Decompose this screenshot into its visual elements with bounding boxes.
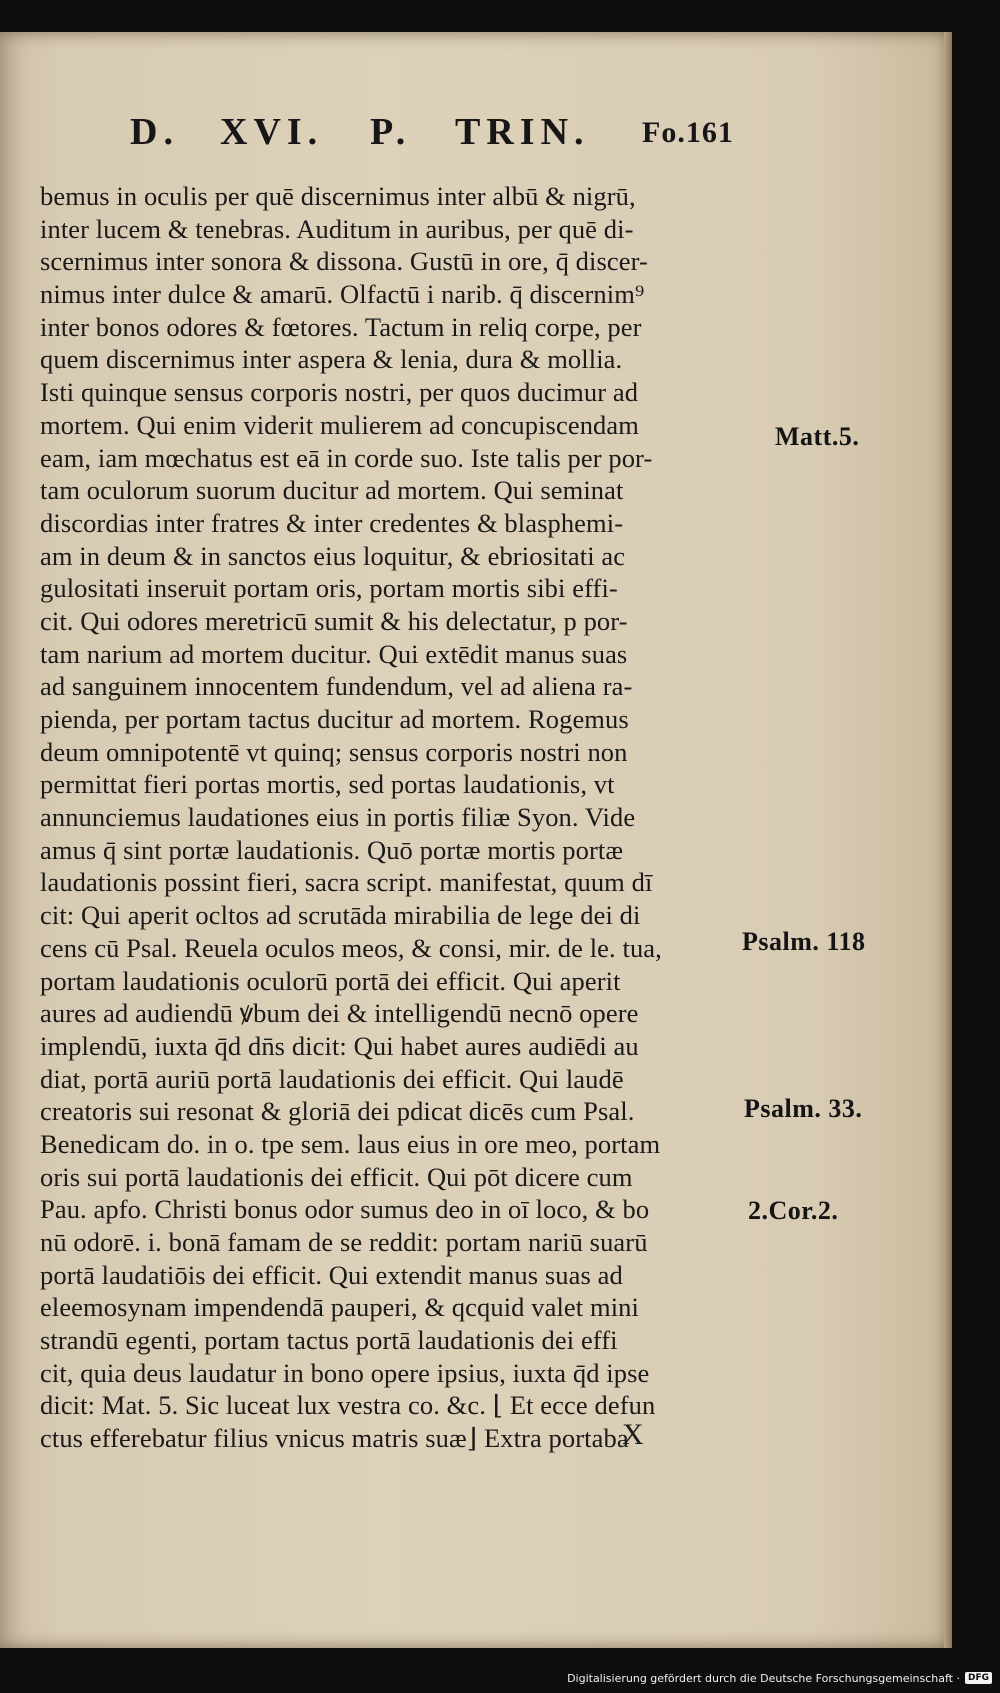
text-line: laudationis possint fieri, sacra script. manifestat, quum dī bbox=[40, 867, 653, 898]
text-line: inter lucem & tenebras. Auditum in auribus, per quē di- bbox=[40, 213, 634, 244]
body-text bbox=[40, 180, 740, 1455]
text-line: deum omnipotentē vt quinq; sensus corporis nostri non bbox=[40, 736, 628, 767]
dfg-logo: DFG bbox=[965, 1672, 992, 1684]
margin-note-psalm-33: Psalm. 33. bbox=[744, 1094, 863, 1123]
text-line: cens cū Psal. Reuela oculos meos, & consi, mir. de le. tua, bbox=[40, 932, 662, 963]
text-line: permittat fieri portas mortis, sed portas laudationis, vt bbox=[40, 769, 615, 800]
text-line: nū odorē. i. bonā famam de se reddit: portam nariū suarū bbox=[40, 1227, 648, 1257]
signature-mark: X bbox=[622, 1418, 645, 1451]
text-line: gulositati inseruit portam oris, portam mortis sibi effi- bbox=[40, 573, 618, 604]
text-line: portā laudatiōis dei efficit. Qui extendit manus suas ad bbox=[40, 1259, 623, 1290]
folio-number: Fo.161 bbox=[642, 116, 734, 149]
book-page bbox=[0, 32, 952, 1648]
text-line: tam oculorum suorum ducitur ad mortem. Qui seminat bbox=[40, 475, 624, 506]
text-line: amus q̄ sint portæ laudationis. Quō portæ mortis portæ bbox=[40, 834, 624, 865]
text-line: eleemosynam impendendā pauperi, & qcquid valet mini bbox=[40, 1292, 639, 1323]
text-line: cit, quia deus laudatur in bono opere ipsius, iuxta q̄d ipse bbox=[40, 1357, 650, 1388]
text-line: diat, portā auriū portā laudationis dei efficit. Qui laudē bbox=[40, 1063, 624, 1094]
header-initial: D. bbox=[130, 111, 179, 153]
text-line: Pau. apfo. Christi bonus odor sumus deo in oī loco, & bo bbox=[40, 1194, 650, 1225]
text-line: discordias inter fratres & inter credentes & blasphemi- bbox=[40, 507, 624, 538]
text-line: ctus efferebatur filius vnicus matris suæ⌋ Extra portaba bbox=[40, 1423, 629, 1454]
text-line: dicit: Mat. 5. Sic luceat lux vestra co. &c. ⌊ Et ecce defun bbox=[40, 1390, 656, 1421]
header-p: P. bbox=[370, 111, 412, 153]
text-line: annunciemus laudationes eius in portis filiæ Syon. Vide bbox=[40, 802, 636, 833]
text-line: pienda, per portam tactus ducitur ad mortem. Rogemus bbox=[40, 704, 629, 734]
text-line: implendū, iuxta q̄d dn̄s dicit: Qui habet aures audiēdi au bbox=[40, 1030, 639, 1061]
margin-note-cor: 2.Cor.2. bbox=[748, 1196, 839, 1225]
text-line: inter bonos odores & fœtores. Tactum in reliq corpe, per bbox=[40, 311, 642, 342]
text-line: tam narium ad mortem ducitur. Qui extēdit manus suas bbox=[40, 638, 628, 669]
text-line: am in deum & in sanctos eius loquitur, & ebriositati ac bbox=[40, 540, 626, 571]
text-line: cit. Qui odores meretricū sumit & his delectatur, p por- bbox=[40, 605, 628, 636]
margin-note-matt: Matt.5. bbox=[775, 422, 860, 451]
text-line: mortem. Qui enim viderit mulierem ad concupiscendam bbox=[40, 409, 639, 440]
text-line: nimus inter dulce & amarū. Olfactū i narib. q̄ discernim⁹ bbox=[40, 279, 645, 310]
text-line: bemus in oculis per quē discernimus inter albū & nigrū, bbox=[40, 181, 636, 211]
text-line: strandū egenti, portam tactus portā laudationis dei effi bbox=[40, 1325, 618, 1356]
footer-credit: Digitalisierung gefördert durch die Deutsche Forschungsgemeinschaft · bbox=[567, 1671, 960, 1685]
text-line: cit: Qui aperit ocltos ad scrutāda mirabilia de lege dei di bbox=[40, 900, 641, 931]
margin-note-psalm-118: Psalm. 118 bbox=[742, 927, 866, 956]
header-trin: TRIN. bbox=[455, 111, 590, 153]
running-header bbox=[130, 110, 750, 160]
text-line: eam, iam mœchatus est eā in corde suo. Iste talis per por- bbox=[40, 442, 653, 473]
text-line: aures ad audiendū ꝟbum dei & intelligendū necnō opere bbox=[40, 998, 639, 1029]
text-line: Isti quinque sensus corporis nostri, per quos ducimur ad bbox=[40, 377, 639, 408]
text-line: scernimus inter sonora & dissona. Gustū in ore, q̄ discer- bbox=[40, 246, 648, 277]
text-line: Benedicam do. in o. tpe sem. laus eius in ore meo, portam bbox=[40, 1128, 661, 1159]
text-line: oris sui portā laudationis dei efficit. Qui pōt dicere cum bbox=[40, 1161, 633, 1192]
text-line: ad sanguinem innocentem fundendum, vel ad aliena ra- bbox=[40, 671, 633, 702]
text-line: portam laudationis oculorū portā dei efficit. Qui aperit bbox=[40, 965, 621, 996]
header-numeral: XVI. bbox=[220, 111, 324, 153]
text-line: creatoris sui resonat & gloriā dei pdicat dicēs cum Psal. bbox=[40, 1096, 635, 1127]
text-line: quem discernimus inter aspera & lenia, dura & mollia. bbox=[40, 344, 623, 375]
digitization-footer bbox=[567, 1669, 992, 1687]
